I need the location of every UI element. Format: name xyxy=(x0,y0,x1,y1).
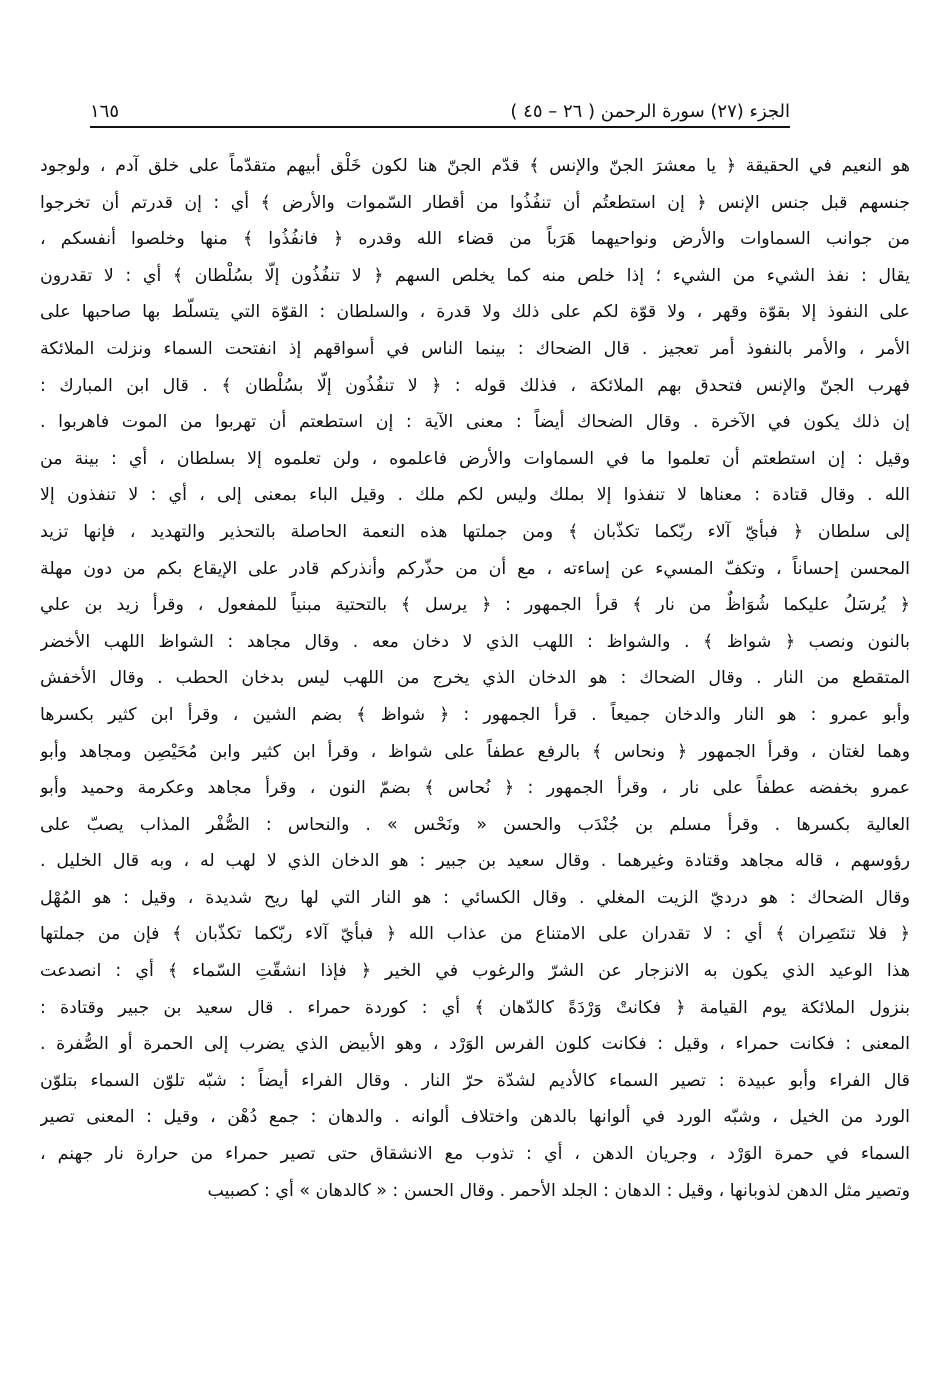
text-line: عمرو بخفضه عطفاً على نار ، وقرأ الجمهور : ﴿ نُحاس ﴾ بضمّ النون ، وقرأ مجاهد وعكرمة وحميد وأبو xyxy=(40,778,910,799)
text-line: إن ذلك يكون في الآخرة . وقال الضحاك أيضاً : معنى الآية : إن استطعتم أن تهربوا من الموت فاهربوا . xyxy=(40,412,910,433)
text-line: الله . وقال قتادة : معناها لا تنفذوا إلا بملك وليس لكم ملك . وقيل الباء بمعنى إلى ، أي : لا تنفذون إلا xyxy=(40,485,910,506)
text-line: العالية بكسرها . وقرأ مسلم بن جُنْدَب والحسن « ونَحْس » . والنحاس : الصُّفْر المذاب يصبّ على xyxy=(40,814,910,835)
text-line: رؤوسهم ، قاله مجاهد وقتادة وغيرهما . وقال سعيد بن جبير : هو الدخان الذي لا لهب له ، وبه قال الخليل . xyxy=(40,851,910,872)
text-line: بنزول الملائكة يوم القيامة ﴿ فكانتْ وَرْدَةً كالدّهان ﴾ أي : كوردة حمراء . قال سعيد بن جبير وقتادة : xyxy=(40,997,910,1018)
header-rule xyxy=(90,126,790,128)
text-line: ﴿ فلا تنتَصِران ﴾ أي : لا تقدران على الامتناع من عذاب الله ﴿ فبأيّ آلاء ربّكما تكذّبان ﴾ فإن من جملتها xyxy=(40,924,910,945)
text-line: وأبو عمرو : هو النار والدخان جميعاً . قرأ الجمهور : ﴿ شواظ ﴾ بضم الشين ، وقرأ ابن كثير بكسرها xyxy=(40,704,910,725)
text-line: وهما لغتان ، وقرأ الجمهور ﴿ ونحاس ﴾ بالرفع عطفاً على شواظ ، وقرأ ابن كثير وابن مُحَيْصِن ومجاهد وأبو xyxy=(40,741,910,762)
text-line: المحسن إحساناً ، وتكفّ المسيء عن إساءته ، مع أن من حذّركم وأنذركم قادر على الإيقاع بكم من دون مهلة xyxy=(40,558,910,579)
text-line: السماء في حمرة الوَرْد ، وجريان الدهن ، أي : تذوب مع الانشقاق حتى تصير حمراء من حرارة نار جهنم ، xyxy=(40,1144,910,1165)
text-line: على النفوذ إلا بقوّة وقهر ، ولا قوّة لكم على ذلك ولا قدرة ، والسلطان : القوّة التي يتسلّط بها صاحبها على xyxy=(40,302,910,323)
text-line: بالنون ونصب ﴿ شواظ ﴾ . والشواظ : اللهب الذي لا دخان معه . وقال مجاهد : الشواظ اللهب الأخضر xyxy=(40,631,910,652)
text-line: من جوانب السماوات والأرض ونواحيهما هَرَباً من قضاء الله وقدره ﴿ فانفُذُوا ﴾ منها وخلصوا أنفسكم ، xyxy=(40,229,910,250)
text-line: هو النعيم في الحقيقة ﴿ يا معشرَ الجنّ والإنس ﴾ قدّم الجنّ هنا لكون خَلْق أبيهم متقدّماً على خلق آدم ، ولوجود xyxy=(40,156,910,176)
text-line: المعنى : فكانت حمراء ، وقيل : فكانت كلون الفرس الوَرْد ، وهو الأبيض الذي يضرب إلى الحمرة أو الصُّفرة . xyxy=(40,1034,910,1055)
text-line: قال الفراء وأبو عبيدة : تصير السماء كالأديم لشدّة حرّ النار . وقال الفراء أيضاً : شبّه تلوّن السماء بتلوّن xyxy=(40,1070,910,1091)
running-header xyxy=(90,88,790,124)
text-line: وتصير مثل الدهن لذوبانها ، وقيل : الدهان : الجلد الأحمر . وقال الحسن : « كالدهان » أي : كصبيب xyxy=(207,1180,910,1201)
text-line: وقال الضحاك : هو درديّ الزيت المغلي . وقال الكسائي : هو النار التي لها ريح شديدة ، وقيل : هو المُهْل xyxy=(40,887,910,908)
text-line: المتقطع من النار . وقال الضحاك : هو الدخان الذي يخرج من اللهب ليس بدخان الحطب . وقال الأخفش xyxy=(40,668,910,689)
commentary-text xyxy=(40,148,910,1308)
text-line: ﴿ يُرسَلُ عليكما شُوَاظٌ من نار ﴾ قرأ الجمهور : ﴿ يرسل ﴾ بالتحتية مبنياً للمفعول ، وقرأ زيد بن علي xyxy=(40,595,910,616)
text-line: فهرب الجنّ والإنس فتحدق بهم الملائكة ، فذلك قوله : ﴿ لا تنفُذُون إلّا بسُلْطان ﴾ . قال ابن المبارك : xyxy=(40,375,910,396)
text-line: الأمر ، والأمر بالنفوذ أمر تعجيز . قال الضحاك : بينما الناس في أسواقهم إذ انفتحت السماء ونزلت الملائكة xyxy=(40,338,910,359)
text-line: وقيل : إن استطعتم أن تعلموا ما في السماوات والأرض فاعلموه ، ولن تعلموه إلا بسلطان ، أي : بينة من xyxy=(40,448,910,469)
text-line: إلى سلطان ﴿ فبأيّ آلاء ربّكما تكذّبان ﴾ ومن جملتها هذه النعمة الحاصلة بالتحذير والتهديد ، فإنها تزيد xyxy=(40,521,910,542)
text-line: جنسهم قبل جنس الإنس ﴿ إن استطعتُم أن تنفُذُوا من أقطار السّموات والأرض ﴾ أي : إن قدرتم أن تخرجوا xyxy=(40,192,910,213)
text-line: هذا الوعيد الذي يكون به الانزجار عن الشرّ والرغوب في الخير ﴿ فإذا انشقّتِ السّماء ﴾ أي : انصدعت xyxy=(40,961,910,982)
text-line: الورد من الخيل ، وشبّه الورد في ألوانها بالدهن واختلاف ألوانه . والدهان : جمع دُهْن ، وقيل : المعنى تصير xyxy=(40,1107,910,1128)
header-title: الجزء (٢٧) سورة الرحمن ( ٢٦ – ٤٥ ) xyxy=(510,101,790,122)
page-number: ١٦٥ xyxy=(90,101,120,122)
text-line: يقال : نفذ الشيء من الشيء ؛ إذا خلص منه كما يخلص السهم ﴿ لا تنفُذُون إلّا بسُلْطان ﴾ أي : لا تقدرون xyxy=(40,265,910,286)
